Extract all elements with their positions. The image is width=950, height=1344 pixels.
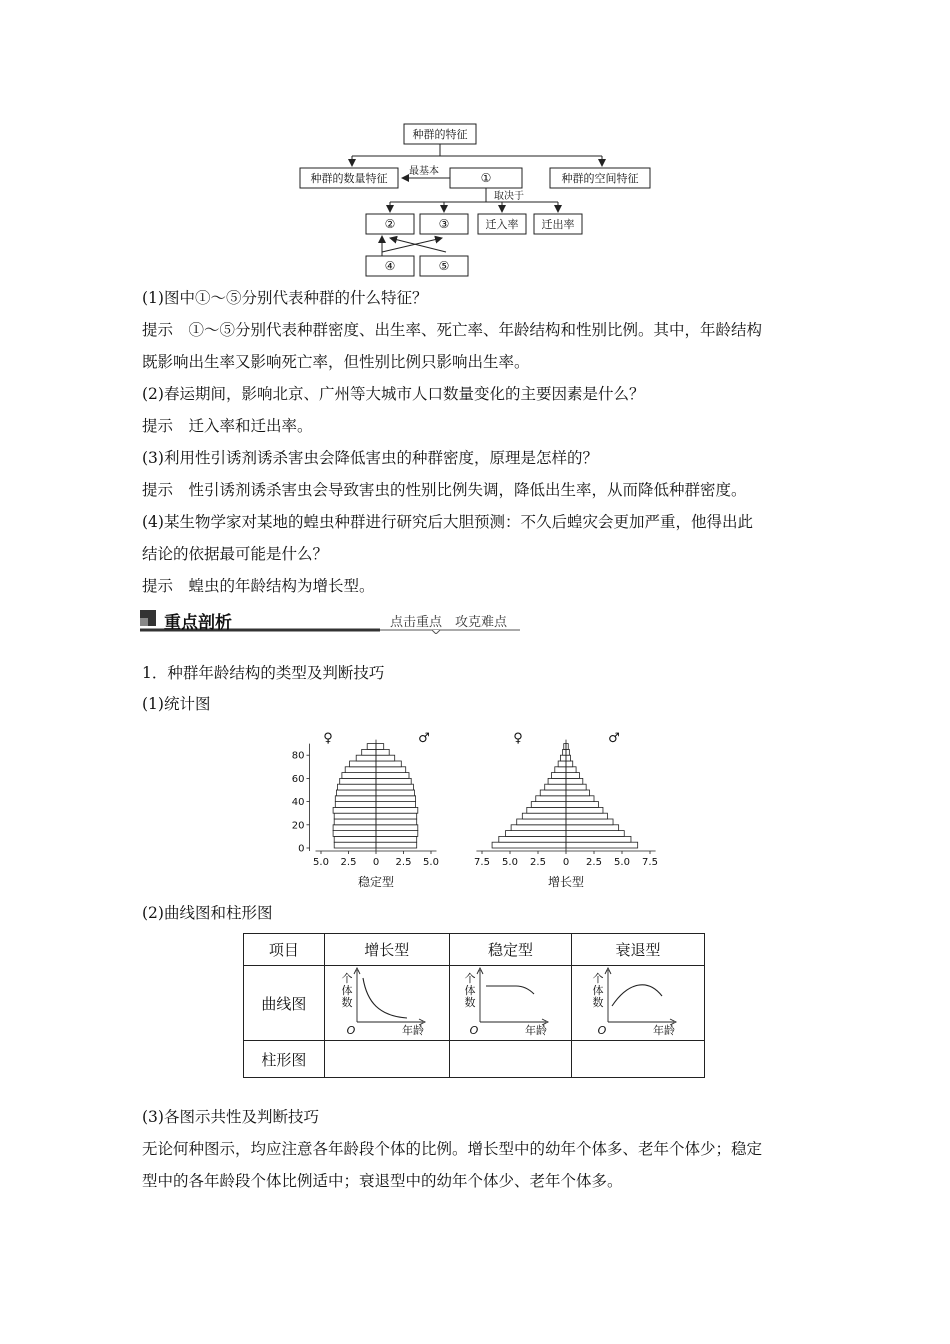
conclusion-line-2: 型中的各年龄段个体比例适中；衰退型中的幼年个体少、老年个体多。 (142, 1172, 623, 1190)
bar-right-10 (566, 784, 586, 790)
bar-left-7 (531, 802, 566, 808)
bar-left-13 (555, 767, 566, 773)
male-symbol: ♂ (418, 731, 430, 746)
bar-declining-cell (572, 1041, 705, 1078)
hint-2: 提示 迁入率和迁出率。 (142, 417, 313, 435)
bar-left-6 (333, 807, 376, 813)
question-3: (3)利用性引诱剂诱杀害虫会降低害虫的种群密度，原理是怎样的？ (142, 449, 598, 467)
curve-origin: O (597, 1024, 607, 1036)
bar-right-0 (376, 842, 417, 848)
immigration-label: 迁入率 (485, 218, 519, 231)
curve-ylabel-1: 体 (592, 984, 604, 997)
bar-right-16 (566, 749, 569, 755)
bar-left-2 (506, 831, 566, 837)
x-tick-label-2: 0 (372, 857, 380, 868)
conclusion-line-1: 无论何种图示，均应注意各年龄段个体的比例。增长型中的幼年个体多、老年个体少；稳定 (142, 1140, 763, 1158)
bar-left-4 (334, 819, 376, 825)
box-2-label: ② (384, 217, 396, 231)
bar-right-17 (376, 744, 384, 750)
bar-right-2 (376, 831, 418, 837)
bar-left-14 (350, 761, 376, 767)
y-tick-label-4: 80 (291, 750, 305, 762)
section-title: 重点剖析 (164, 613, 232, 633)
hint-1a: 提示 ①～⑤分别代表种群密度、出生率、死亡率、年龄结构和性别比例。其中，年龄结构 (142, 321, 763, 339)
y-tick-label-3: 60 (291, 773, 305, 785)
x-tick-label-4: 2.5 (586, 857, 602, 868)
x-tick-label-6: 7.5 (642, 857, 658, 868)
bar-right-5 (566, 813, 607, 819)
bar-right-16 (376, 749, 389, 755)
x-tick-label-4: 5.0 (423, 857, 439, 868)
hint-4: 提示 蝗虫的年龄结构为增长型。 (142, 577, 375, 595)
comparison-table (243, 933, 705, 1078)
curve-origin: O (470, 1024, 479, 1036)
bar-right-1 (566, 836, 631, 842)
quantity-label: 种群的数量特征 (310, 172, 388, 185)
curve-ylabel-0: 个 (341, 972, 353, 985)
section-slogan: 点击重点 攻克难点 (390, 615, 508, 630)
curve-ylabel-2: 数 (341, 996, 353, 1009)
box-5-label: ⑤ (438, 259, 450, 273)
bar-left-9 (336, 790, 376, 796)
curve-stable-cell (449, 966, 571, 1041)
bar-right-8 (566, 796, 594, 802)
x-tick-label-1: 5.0 (502, 857, 518, 868)
bar-right-15 (376, 755, 395, 761)
table-header-row (244, 934, 705, 966)
bar-left-11 (340, 778, 376, 784)
bar-stable-cell (449, 1041, 571, 1078)
bar-right-6 (376, 807, 418, 813)
question-4a: (4)某生物学家对某地的蝗虫种群进行研究后大胆预测：不久后蝗灾会更加严重，他得出此 (142, 513, 753, 531)
bar-left-9 (540, 790, 566, 796)
bar-left-1 (334, 836, 376, 842)
x-tick-label-0: 5.0 (313, 857, 329, 868)
bar-left-3 (511, 825, 566, 831)
bar-right-7 (566, 802, 598, 808)
bar-left-16 (362, 749, 376, 755)
curve-ylabel-0: 个 (592, 972, 604, 985)
section-header (140, 608, 522, 634)
bar-right-3 (566, 825, 619, 831)
pyramid-stable (292, 731, 439, 889)
bar-right-11 (376, 778, 411, 784)
bar-left-0 (492, 842, 566, 848)
curve-line (363, 978, 407, 1018)
emigration-label: 迁出率 (541, 218, 575, 231)
root-label: 种群的特征 (412, 128, 468, 141)
x-tick-label-1: 2.5 (340, 857, 357, 868)
y-tick-label-0: 0 (298, 843, 305, 855)
bar-left-16 (563, 749, 566, 755)
bar-right-5 (376, 813, 417, 819)
bar-left-3 (333, 825, 376, 831)
bar-right-10 (376, 784, 413, 790)
curve-xlabel: 年龄 (401, 1024, 424, 1036)
bar-right-12 (376, 773, 409, 779)
row-label-curve: 曲线图 (244, 966, 325, 1041)
table-row-curve (244, 966, 705, 1041)
y-tick-label-1: 20 (291, 820, 305, 832)
header-growth: 增长型 (324, 934, 449, 966)
bar-right-8 (376, 796, 416, 802)
question-1: (1)图中①～⑤分别代表种群的什么特征？ (142, 289, 428, 307)
pyramid-growth (474, 731, 658, 889)
curve-declining-cell (572, 966, 705, 1041)
bar-growth-cell (324, 1041, 449, 1078)
bar-right-9 (566, 790, 590, 796)
bar-left-15 (356, 755, 376, 761)
header-item: 项目 (244, 934, 325, 966)
bar-right-14 (566, 761, 573, 767)
bar-right-0 (566, 842, 638, 848)
bar-left-14 (558, 761, 566, 767)
bar-right-11 (566, 778, 583, 784)
bar-left-10 (545, 784, 566, 790)
curve-ylabel-2: 数 (464, 996, 476, 1009)
bar-left-12 (551, 773, 566, 779)
x-tick-label-5: 5.0 (614, 857, 630, 868)
bar-right-3 (376, 825, 418, 831)
bar-right-15 (566, 755, 570, 761)
bar-left-12 (342, 773, 376, 779)
female-symbol: ♀ (513, 731, 523, 746)
curve-line (486, 986, 534, 994)
y-tick-label-2: 40 (291, 797, 305, 809)
hint-3: 提示 性引诱剂诱杀害虫会导致害虫的性别比例失调，降低出生率，从而降低种群密度。 (142, 481, 747, 499)
bar-left-1 (499, 836, 566, 842)
curve-ylabel-2: 数 (592, 996, 604, 1009)
bar-right-13 (376, 767, 406, 773)
x-tick-label-3: 2.5 (395, 857, 412, 868)
bar-right-4 (566, 819, 613, 825)
bar-right-14 (376, 761, 401, 767)
pyramid-title: 稳定型 (357, 875, 395, 889)
sub-heading-3: (3)各图示共性及判断技巧 (142, 1108, 319, 1126)
curve-ylabel-1: 体 (464, 984, 476, 997)
male-symbol: ♂ (608, 731, 620, 746)
bar-right-9 (376, 790, 415, 796)
bar-right-1 (376, 836, 417, 842)
bar-right-7 (376, 802, 416, 808)
curve-chart-growth (337, 966, 437, 1036)
bar-right-4 (376, 819, 417, 825)
bar-left-0 (334, 842, 376, 848)
question-2: (2)春运期间，影响北京、广州等大城市人口数量变化的主要因素是什么？ (142, 385, 645, 403)
x-tick-label-3: 0 (562, 857, 570, 868)
bar-left-4 (517, 819, 566, 825)
row-label-bar: 柱形图 (244, 1041, 325, 1078)
box-3-label: ③ (438, 217, 450, 231)
bar-left-5 (334, 813, 376, 819)
box-1-label: ① (480, 171, 492, 185)
pyramid-title: 增长型 (547, 875, 585, 889)
bar-left-5 (522, 813, 566, 819)
bar-right-2 (566, 831, 624, 837)
edge-depends-label: 取决于 (494, 191, 524, 202)
bar-left-17 (367, 744, 376, 750)
bar-left-7 (335, 802, 376, 808)
curve-ylabel-0: 个 (464, 972, 476, 985)
bar-left-11 (548, 778, 566, 784)
question-4b: 结论的依据最可能是什么？ (142, 545, 329, 563)
box-4-label: ④ (384, 259, 396, 273)
curve-line (612, 985, 662, 1006)
x-tick-label-0: 7.5 (474, 857, 490, 868)
bar-left-2 (333, 831, 376, 837)
bar-left-8 (335, 796, 376, 802)
bar-left-8 (536, 796, 566, 802)
bar-right-13 (566, 767, 576, 773)
curve-ylabel-1: 体 (341, 984, 353, 997)
spatial-label: 种群的空间特征 (561, 172, 639, 185)
sub-heading-1: (1)统计图 (142, 695, 211, 713)
female-symbol: ♀ (323, 731, 333, 746)
header-declining: 衰退型 (572, 934, 705, 966)
concept-diagram (296, 120, 656, 280)
sub-heading-2: (2)曲线图和柱形图 (142, 904, 273, 922)
bar-right-6 (566, 807, 603, 813)
curve-xlabel: 年龄 (653, 1024, 676, 1036)
table-row-bar (244, 1041, 705, 1078)
item-1-heading: 1．种群年龄结构的类型及判断技巧 (142, 664, 385, 682)
population-pyramids (280, 726, 670, 896)
hint-1b: 既影响出生率又影响死亡率，但性别比例只影响出生率。 (142, 353, 530, 371)
curve-xlabel: 年龄 (525, 1024, 548, 1036)
curve-chart-stable (460, 966, 560, 1036)
edge-basic-label: 最基本 (409, 166, 439, 177)
header-stable: 稳定型 (449, 934, 571, 966)
bar-left-13 (345, 767, 376, 773)
curve-chart-declining (588, 966, 688, 1036)
bar-left-6 (527, 807, 566, 813)
x-tick-label-2: 2.5 (530, 857, 546, 868)
bar-left-15 (560, 755, 566, 761)
bar-right-12 (566, 773, 579, 779)
bar-left-10 (338, 784, 377, 790)
curve-growth-cell (324, 966, 449, 1041)
curve-origin: O (346, 1024, 356, 1036)
